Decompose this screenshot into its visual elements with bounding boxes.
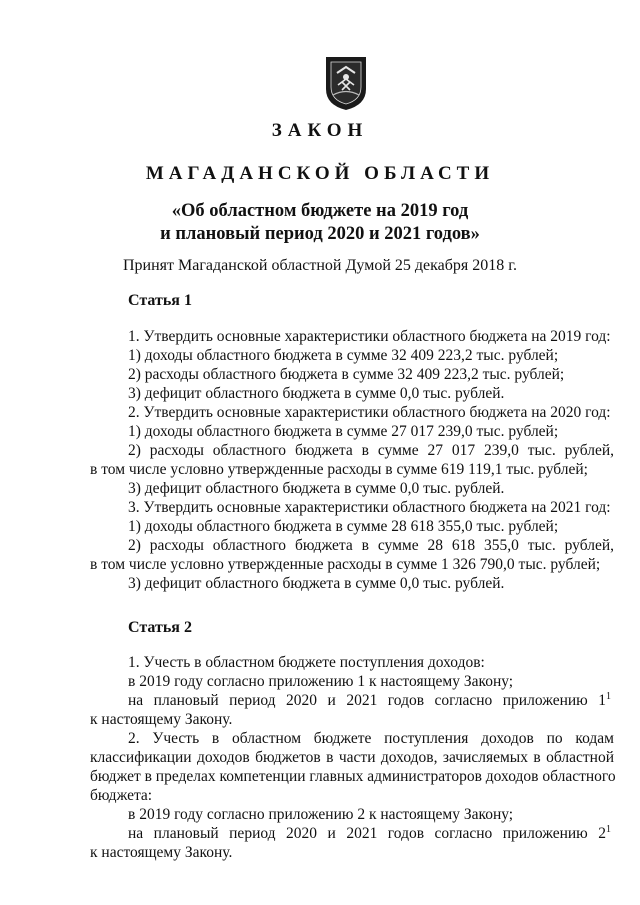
superscript-mark: 1 xyxy=(606,690,611,702)
adoption-note: Принят Магаданской областной Думой 25 декабря 2018 г. xyxy=(122,257,518,274)
article-2-line: бюджет в пределах компетенции главных администраторов доходов областного xyxy=(90,768,616,785)
region-title: МАГАДАНСКОЙ ОБЛАСТИ xyxy=(145,163,495,184)
article-1-line: 2. Утвердить основные характеристики областного бюджета на 2020 год: xyxy=(128,404,611,421)
article-2-line-text: на плановый период 2020 и 2021 годов согласно приложению 1 xyxy=(128,692,606,709)
article-1-line: в том числе условно утвержденные расходы в сумме 619 119,1 тыс. рублей; xyxy=(90,461,588,478)
article-1-line: 2) расходы областного бюджета в сумме 28 618 355,0 тыс. рублей, xyxy=(128,537,614,554)
article-2-line xyxy=(128,824,614,844)
article-1-line: 2) расходы областного бюджета в сумме 32 409 223,2 тыс. рублей; xyxy=(128,366,565,383)
article-1-line: 3) дефицит областного бюджета в сумме 0,0 тыс. рублей. xyxy=(128,385,505,402)
article-1-line: 3) дефицит областного бюджета в сумме 0,0 тыс. рублей. xyxy=(128,480,505,497)
law-name-line-2: и плановый период 2020 и 2021 годов» xyxy=(160,224,480,244)
article-2-heading: Статья 2 xyxy=(128,619,192,636)
article-1-line: 3) дефицит областного бюджета в сумме 0,0 тыс. рублей. xyxy=(128,575,505,592)
article-2-line: к настоящему Закону. xyxy=(90,711,233,728)
article-2-line xyxy=(128,691,614,711)
article-2-line: классификации доходов бюджетов в части доходов, зачисляемых в областной xyxy=(90,749,614,766)
law-title: ЗАКОН xyxy=(271,120,369,141)
article-1-line: 1) доходы областного бюджета в сумме 27 017 239,0 тыс. рублей; xyxy=(128,423,559,440)
article-1-heading: Статья 1 xyxy=(128,292,192,309)
article-1-line: 1. Утвердить основные характеристики областного бюджета на 2019 год: xyxy=(128,328,611,345)
superscript-mark: 1 xyxy=(606,823,611,835)
article-1-line: 3. Утвердить основные характеристики областного бюджета на 2021 год: xyxy=(128,499,611,516)
article-2-line: к настоящему Закону. xyxy=(90,844,233,861)
article-1-line: 1) доходы областного бюджета в сумме 32 409 223,2 тыс. рублей; xyxy=(128,347,559,364)
article-2-line-text: на плановый период 2020 и 2021 годов согласно приложению 2 xyxy=(128,825,606,842)
law-name xyxy=(0,200,640,246)
coat-of-arms-icon xyxy=(323,55,369,111)
article-1-line: 1) доходы областного бюджета в сумме 28 618 355,0 тыс. рублей; xyxy=(128,518,559,535)
article-2-line: в 2019 году согласно приложению 2 к настоящему Закону; xyxy=(128,806,514,823)
article-2-line: бюджета: xyxy=(90,787,153,804)
article-2-line: в 2019 году согласно приложению 1 к настоящему Закону; xyxy=(128,673,514,690)
law-name-line-1: «Об областном бюджете на 2019 год xyxy=(171,201,469,221)
article-2-line: 2. Учесть в областном бюджете поступления доходов по кодам xyxy=(128,730,614,747)
article-1-line: 2) расходы областного бюджета в сумме 27 017 239,0 тыс. рублей, xyxy=(128,442,614,459)
article-2-line: 1. Учесть в областном бюджете поступления доходов: xyxy=(128,654,485,671)
article-1-line: в том числе условно утвержденные расходы в сумме 1 326 790,0 тыс. рублей; xyxy=(90,556,601,573)
